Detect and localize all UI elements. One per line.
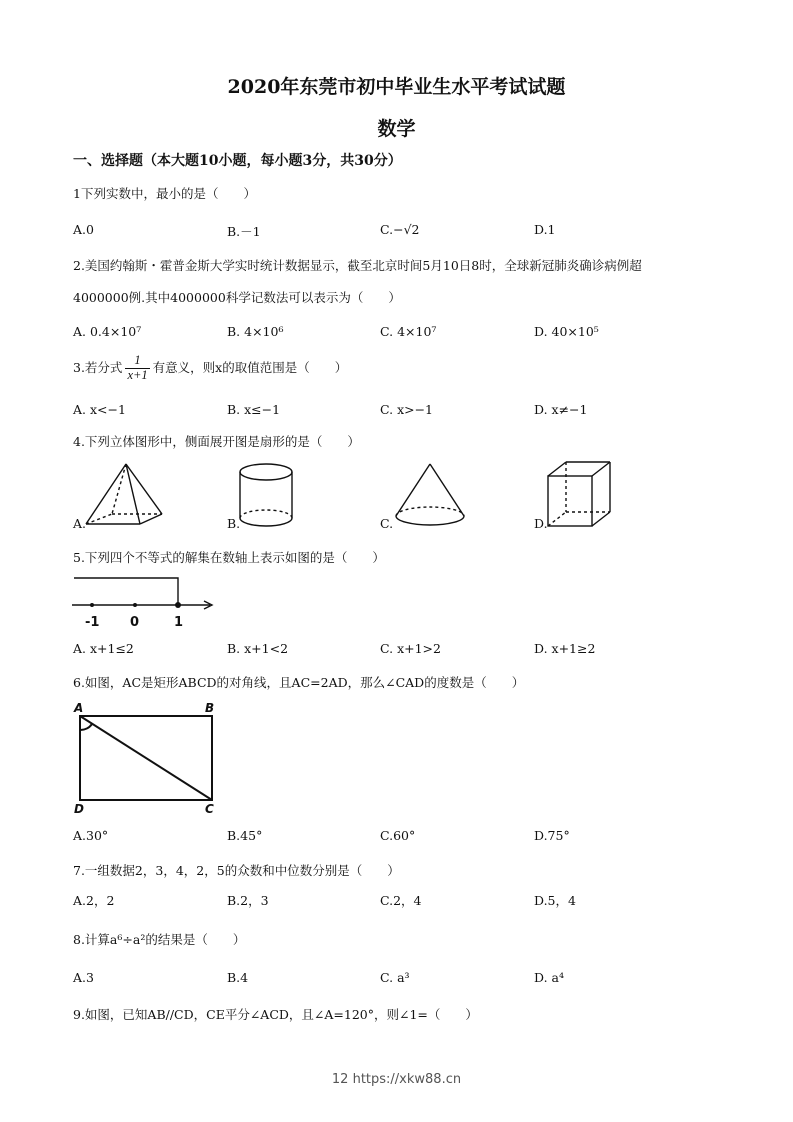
question-5-stem: 5.下列四个不等式的解集在数轴上表示如图的是（ ） — [73, 550, 385, 565]
q5-option-b: B. x+1<2 — [227, 641, 289, 656]
axis-label-1: 1 — [174, 615, 184, 630]
q2-option-c: C. 4×10⁷ — [380, 324, 437, 339]
q3-fraction-denominator: x+1 — [127, 367, 148, 382]
question-4-stem: 4.下列立体图形中，侧面展开图是扇形的是（ ） — [73, 434, 360, 449]
axis-label-neg1: -1 — [85, 615, 100, 630]
q6-option-d: D.75° — [534, 828, 570, 843]
exam-title: 2020年东莞市初中毕业生水平考试试题 — [227, 76, 566, 98]
vertex-b: B — [205, 701, 215, 715]
q7-option-c: C.2，4 — [380, 893, 422, 908]
cube-figure — [546, 460, 612, 530]
question-3-stem — [73, 354, 347, 383]
q8-option-d: D. a⁴ — [534, 970, 564, 985]
subject-title: 数学 — [377, 118, 416, 140]
q3-fraction — [125, 354, 149, 383]
q4-option-b: B. — [227, 516, 241, 531]
page-footer: 12 https://xkw88.cn — [331, 1072, 462, 1087]
question-6-stem: 6.如图，AC是矩形ABCD的对角线，且AC=2AD，那么∠CAD的度数是（ ） — [73, 675, 525, 690]
pyramid-figure — [82, 462, 166, 530]
q8-option-b: B.4 — [227, 970, 249, 985]
question-8-stem: 8.计算a⁶÷a²的结果是（ ） — [73, 932, 246, 947]
question-2-stem-line2: 4000000例.其中4000000科学记数法可以表示为（ ） — [73, 290, 401, 305]
q5-option-c: C. x+1>2 — [380, 641, 441, 656]
q1-option-c: C.−√2 — [380, 222, 420, 237]
q2-option-b: B. 4×10⁶ — [227, 324, 284, 339]
section-heading: 一、选择题（本大题10小题，每小题3分，共30分） — [73, 153, 402, 169]
q3-option-c: C. x>−1 — [380, 402, 434, 417]
vertex-c: C — [205, 802, 214, 816]
q5-option-d: D. x+1≥2 — [534, 641, 596, 656]
question-1-stem: 1下列实数中，最小的是（ ） — [73, 186, 256, 201]
q8-option-c: C. a³ — [380, 970, 410, 985]
question-9-stem: 9.如图，已知AB//CD，CE平分∠ACD，且∠A=120°，则∠1=（ ） — [73, 1007, 478, 1022]
axis-label-0: 0 — [130, 615, 140, 630]
q6-option-c: C.60° — [380, 828, 416, 843]
q6-option-b: B.45° — [227, 828, 263, 843]
q7-option-b: B.2，3 — [227, 893, 269, 908]
rectangle-figure — [72, 700, 224, 815]
q5-option-a: A. x+1≤2 — [73, 641, 134, 656]
q6-option-a: A.30° — [73, 828, 109, 843]
question-7-stem: 7.一组数据2，3，4，2，5的众数和中位数分别是（ ） — [73, 863, 400, 878]
q4-option-c: C. — [380, 516, 394, 531]
q3-stem-post: 有意义，则x的取值范围是（ ） — [152, 359, 348, 375]
q1-option-b: B.－1 — [227, 224, 261, 239]
q7-option-d: D.5，4 — [534, 893, 576, 908]
q1-option-d: D.1 — [534, 222, 556, 237]
q2-option-a: A. 0.4×10⁷ — [73, 324, 142, 339]
q7-option-a: A.2，2 — [73, 893, 115, 908]
q3-stem-pre: 3.若分式 — [73, 359, 123, 375]
q3-option-a: A. x<−1 — [73, 402, 126, 417]
vertex-d: D — [74, 802, 84, 816]
q1-option-a: A.0 — [73, 222, 94, 237]
number-line-figure — [70, 574, 220, 630]
vertex-a: A — [74, 701, 84, 715]
q3-option-d: D. x≠−1 — [534, 402, 588, 417]
cone-figure — [392, 462, 468, 530]
q3-option-b: B. x≤−1 — [227, 402, 281, 417]
cylinder-figure — [234, 462, 298, 530]
q3-fraction-numerator: 1 — [125, 354, 149, 369]
question-2-stem-line1: 2.美国约翰斯・霍普金斯大学实时统计数据显示，截至北京时间5月10日8时，全球新冠肺炎确诊病例超 — [73, 258, 642, 273]
q2-option-d: D. 40×10⁵ — [534, 324, 599, 339]
q8-option-a: A.3 — [73, 970, 94, 985]
q4-option-d: D. — [534, 516, 548, 531]
q4-option-a: A. — [73, 516, 87, 531]
